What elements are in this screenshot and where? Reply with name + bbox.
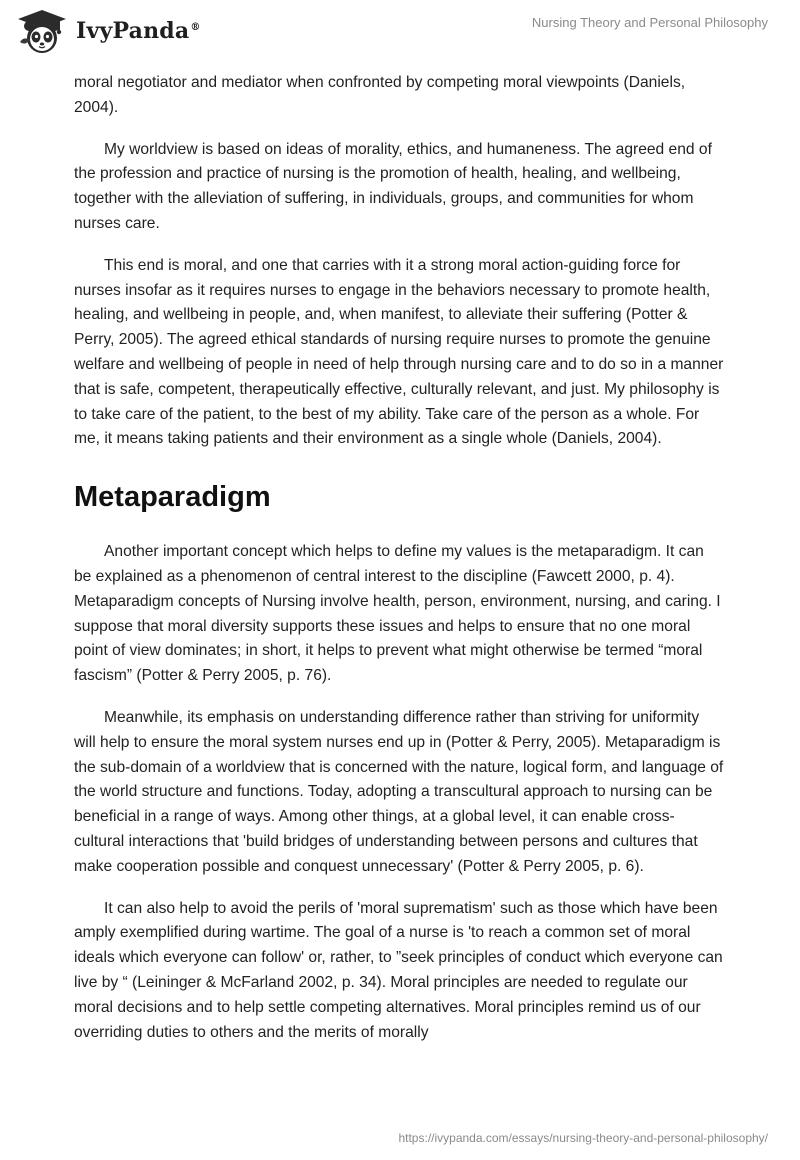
paragraph-suprematism: It can also help to avoid the perils of 'moral suprematism' such as those which have been amply exemplified during wartime. The goal of a nurse is 'to reach a common set of moral ideals which everyone can follow' or, rather, to ”seek principles of conduct which everyone can live by “ (Leininger & McFarland 2002, p. 34). Moral principles are needed to regulate our moral decisions and to help settle competing alternatives. Moral principles remind us of our overriding duties to others and the merits of morally [74,899,723,1041]
document-title: Nursing Theory and Personal Philosophy [531,15,768,30]
page-header [0,0,800,70]
paragraph-moral-end: This end is moral, and one that carries with it a strong moral action-guiding force for nurses insofar as it requires nurses to engage in the behaviors necessary to promote health, healing, and wellbeing in people, and, when manifest, to alleviate their suffering (Potter & Perry, 2005). The agreed ethical standards of nursing require nurses to promote the genuine welfare and wellbeing of people in need of help through nursing care and to do so in a manner that is safe, competent, therapeutically effective, culturally relevant, and just. My philosophy is to take care of the patient, to the best of my ability. Take care of the person as a whole. For me, it means taking patients and their environment as a single whole (Daniels, 2004). [74,256,724,448]
logo-wordmark: IvyPanda® [76,18,201,44]
panda-graduate-icon [14,8,70,56]
paragraph-difference: Meanwhile, its emphasis on understanding difference rather than striving for uniformity will help to ensure the moral system nurses end up in (Potter & Perry, 2005). Metaparadigm is the sub-domain of a worldview that is concerned with the nature, logical form, and language of the world structure and functions. Today, adopting a transcultural approach to nursing can be beneficial in a range of ways. Among other things, at a global level, it can enable cross-cultural interactions that 'build bridges of understanding between persons and cultures that make cooperation possible and conquest unnecessary' (Potter & Perry 2005, p. 6). [74,708,724,875]
ivypanda-logo[interactable] [14,8,201,56]
paragraph-continued: moral negotiator and mediator when confronted by competing moral viewpoints (Daniels, 2004). [74,74,686,116]
paragraph-metaparadigm-intro: Another important concept which helps to define my values is the metaparadigm. It can be explained as a phenomenon of central interest to the discipline (Fawcett 2000, p. 4). Metaparadigm concepts of Nursing involve health, person, environment, nursing, and caring. I suppose that moral diversity supports these issues and helps to ensure that no one moral point of view dominates; in short, it helps to prevent what might otherwise be termed “moral fascism” (Potter & Perry 2005, p. 76). [74,543,721,685]
source-url[interactable]: https://ivypanda.com/essays/nursing-theory-and-personal-philosophy/ [398,1131,768,1145]
section-heading-metaparadigm: Metaparadigm [74,481,271,514]
paragraph-worldview: My worldview is based on ideas of morality, ethics, and humaneness. The agreed end of the profession and practice of nursing is the promotion of health, healing, and wellbeing, together with the alleviation of suffering, in individuals, groups, and communities for whom nurses care. [74,140,712,232]
essay-content [74,71,724,1062]
